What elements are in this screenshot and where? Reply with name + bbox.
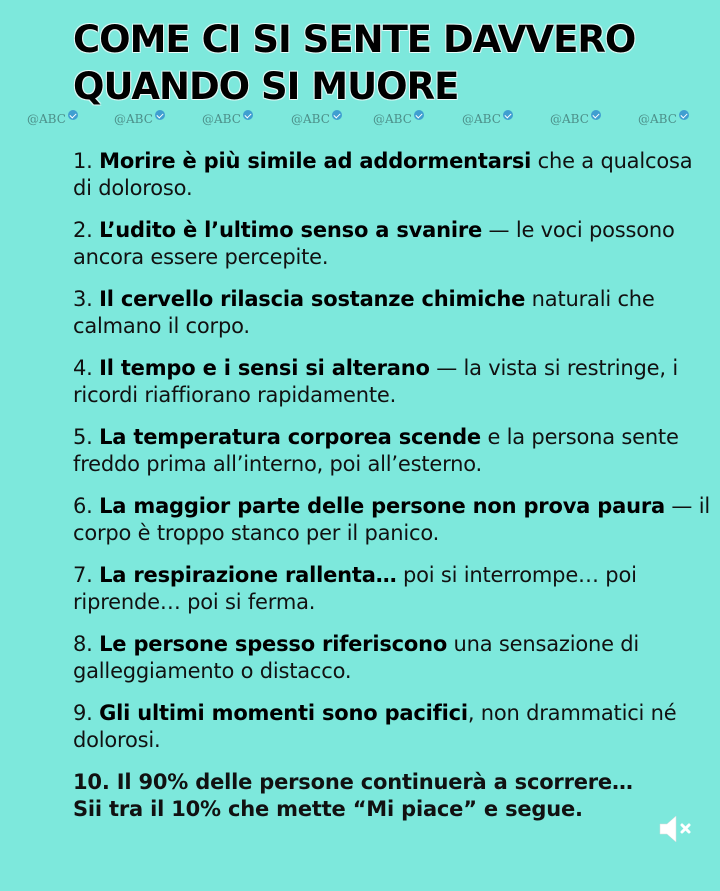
item-number: 4. [73, 356, 93, 380]
list-item [73, 148, 713, 202]
item-bold-text: Gli ultimi momenti sono pacifici [99, 701, 468, 725]
watermark [291, 112, 342, 126]
item-rest-text: poi si interrompe… poi riprende… poi si ferma. [73, 563, 637, 614]
item-bold-text: Morire è più simile ad addormentarsi [99, 149, 532, 173]
final-number: 10. [73, 770, 110, 794]
watermark-text: @ABC [291, 112, 330, 126]
title-line-1: COME CI SI SENTE DAVVERO [73, 18, 636, 61]
watermark [462, 112, 513, 126]
watermark-text: @ABC [202, 112, 241, 126]
verified-badge-icon [332, 110, 342, 120]
item-rest-text: una sensazione di galleggiamento o distacco. [73, 632, 640, 683]
speaker-muted-icon [656, 812, 696, 846]
watermark [638, 112, 689, 126]
final-line-2: Sii tra il 10% che mette “Mi piace” e segue. [73, 797, 583, 821]
item-number: 9. [73, 701, 93, 725]
verified-badge-icon [679, 110, 689, 120]
watermark [114, 112, 165, 126]
item-number: 1. [73, 149, 93, 173]
item-bold-text: Il cervello rilascia sostanze chimiche [99, 287, 526, 311]
sound-toggle-button[interactable] [656, 812, 696, 846]
item-rest-text: — la vista si restringe, i ricordi riaffiorano rapidamente. [73, 356, 678, 407]
list-item [73, 355, 713, 409]
watermark [27, 112, 78, 126]
page-title [73, 16, 720, 110]
watermark-text: @ABC [373, 112, 412, 126]
facts-list [73, 148, 713, 838]
verified-badge-icon [503, 110, 513, 120]
list-item [73, 493, 713, 547]
list-item [73, 217, 713, 271]
item-rest-text: e la persona sente freddo prima all’interno, poi all’esterno. [73, 425, 679, 476]
watermark [373, 112, 424, 126]
item-bold-text: L’udito è l’ultimo senso a svanire [99, 218, 483, 242]
item-bold-text: La maggior parte delle persone non prova paura [99, 494, 665, 518]
item-bold-text: Il tempo e i sensi si alterano [99, 356, 430, 380]
watermark-text: @ABC [462, 112, 501, 126]
verified-badge-icon [155, 110, 165, 120]
verified-badge-icon [243, 110, 253, 120]
item-bold-text: La temperatura corporea scende [99, 425, 481, 449]
list-item [73, 631, 713, 685]
list-item [73, 286, 713, 340]
watermark [202, 112, 253, 126]
watermark-text: @ABC [114, 112, 153, 126]
item-number: 7. [73, 563, 93, 587]
final-line-1: Il 90% delle persone continuerà a scorrere… [116, 770, 633, 794]
item-number: 6. [73, 494, 93, 518]
verified-badge-icon [68, 110, 78, 120]
watermark [550, 112, 601, 126]
item-rest-text: — il corpo è troppo stanco per il panico. [73, 494, 710, 545]
watermark-text: @ABC [638, 112, 677, 126]
item-number: 5. [73, 425, 93, 449]
item-number: 8. [73, 632, 93, 656]
item-rest-text: che a qualcosa di doloroso. [73, 149, 693, 200]
item-rest-text: , non drammatici né dolorosi. [73, 701, 677, 752]
item-number: 2. [73, 218, 93, 242]
verified-badge-icon [414, 110, 424, 120]
item-rest-text: naturali che calmano il corpo. [73, 287, 655, 338]
list-item [73, 700, 713, 754]
item-number: 3. [73, 287, 93, 311]
watermark-text: @ABC [27, 112, 66, 126]
title-line-2: QUANDO SI MUORE [73, 65, 459, 108]
item-rest-text: — le voci possono ancora essere percepite. [73, 218, 675, 269]
list-item [73, 424, 713, 478]
watermark-text: @ABC [550, 112, 589, 126]
item-bold-text: Le persone spesso riferiscono [99, 632, 448, 656]
watermark-row [0, 112, 720, 132]
verified-badge-icon [591, 110, 601, 120]
list-item [73, 562, 713, 616]
item-bold-text: La respirazione rallenta… [99, 563, 397, 587]
list-item-final [73, 769, 713, 823]
